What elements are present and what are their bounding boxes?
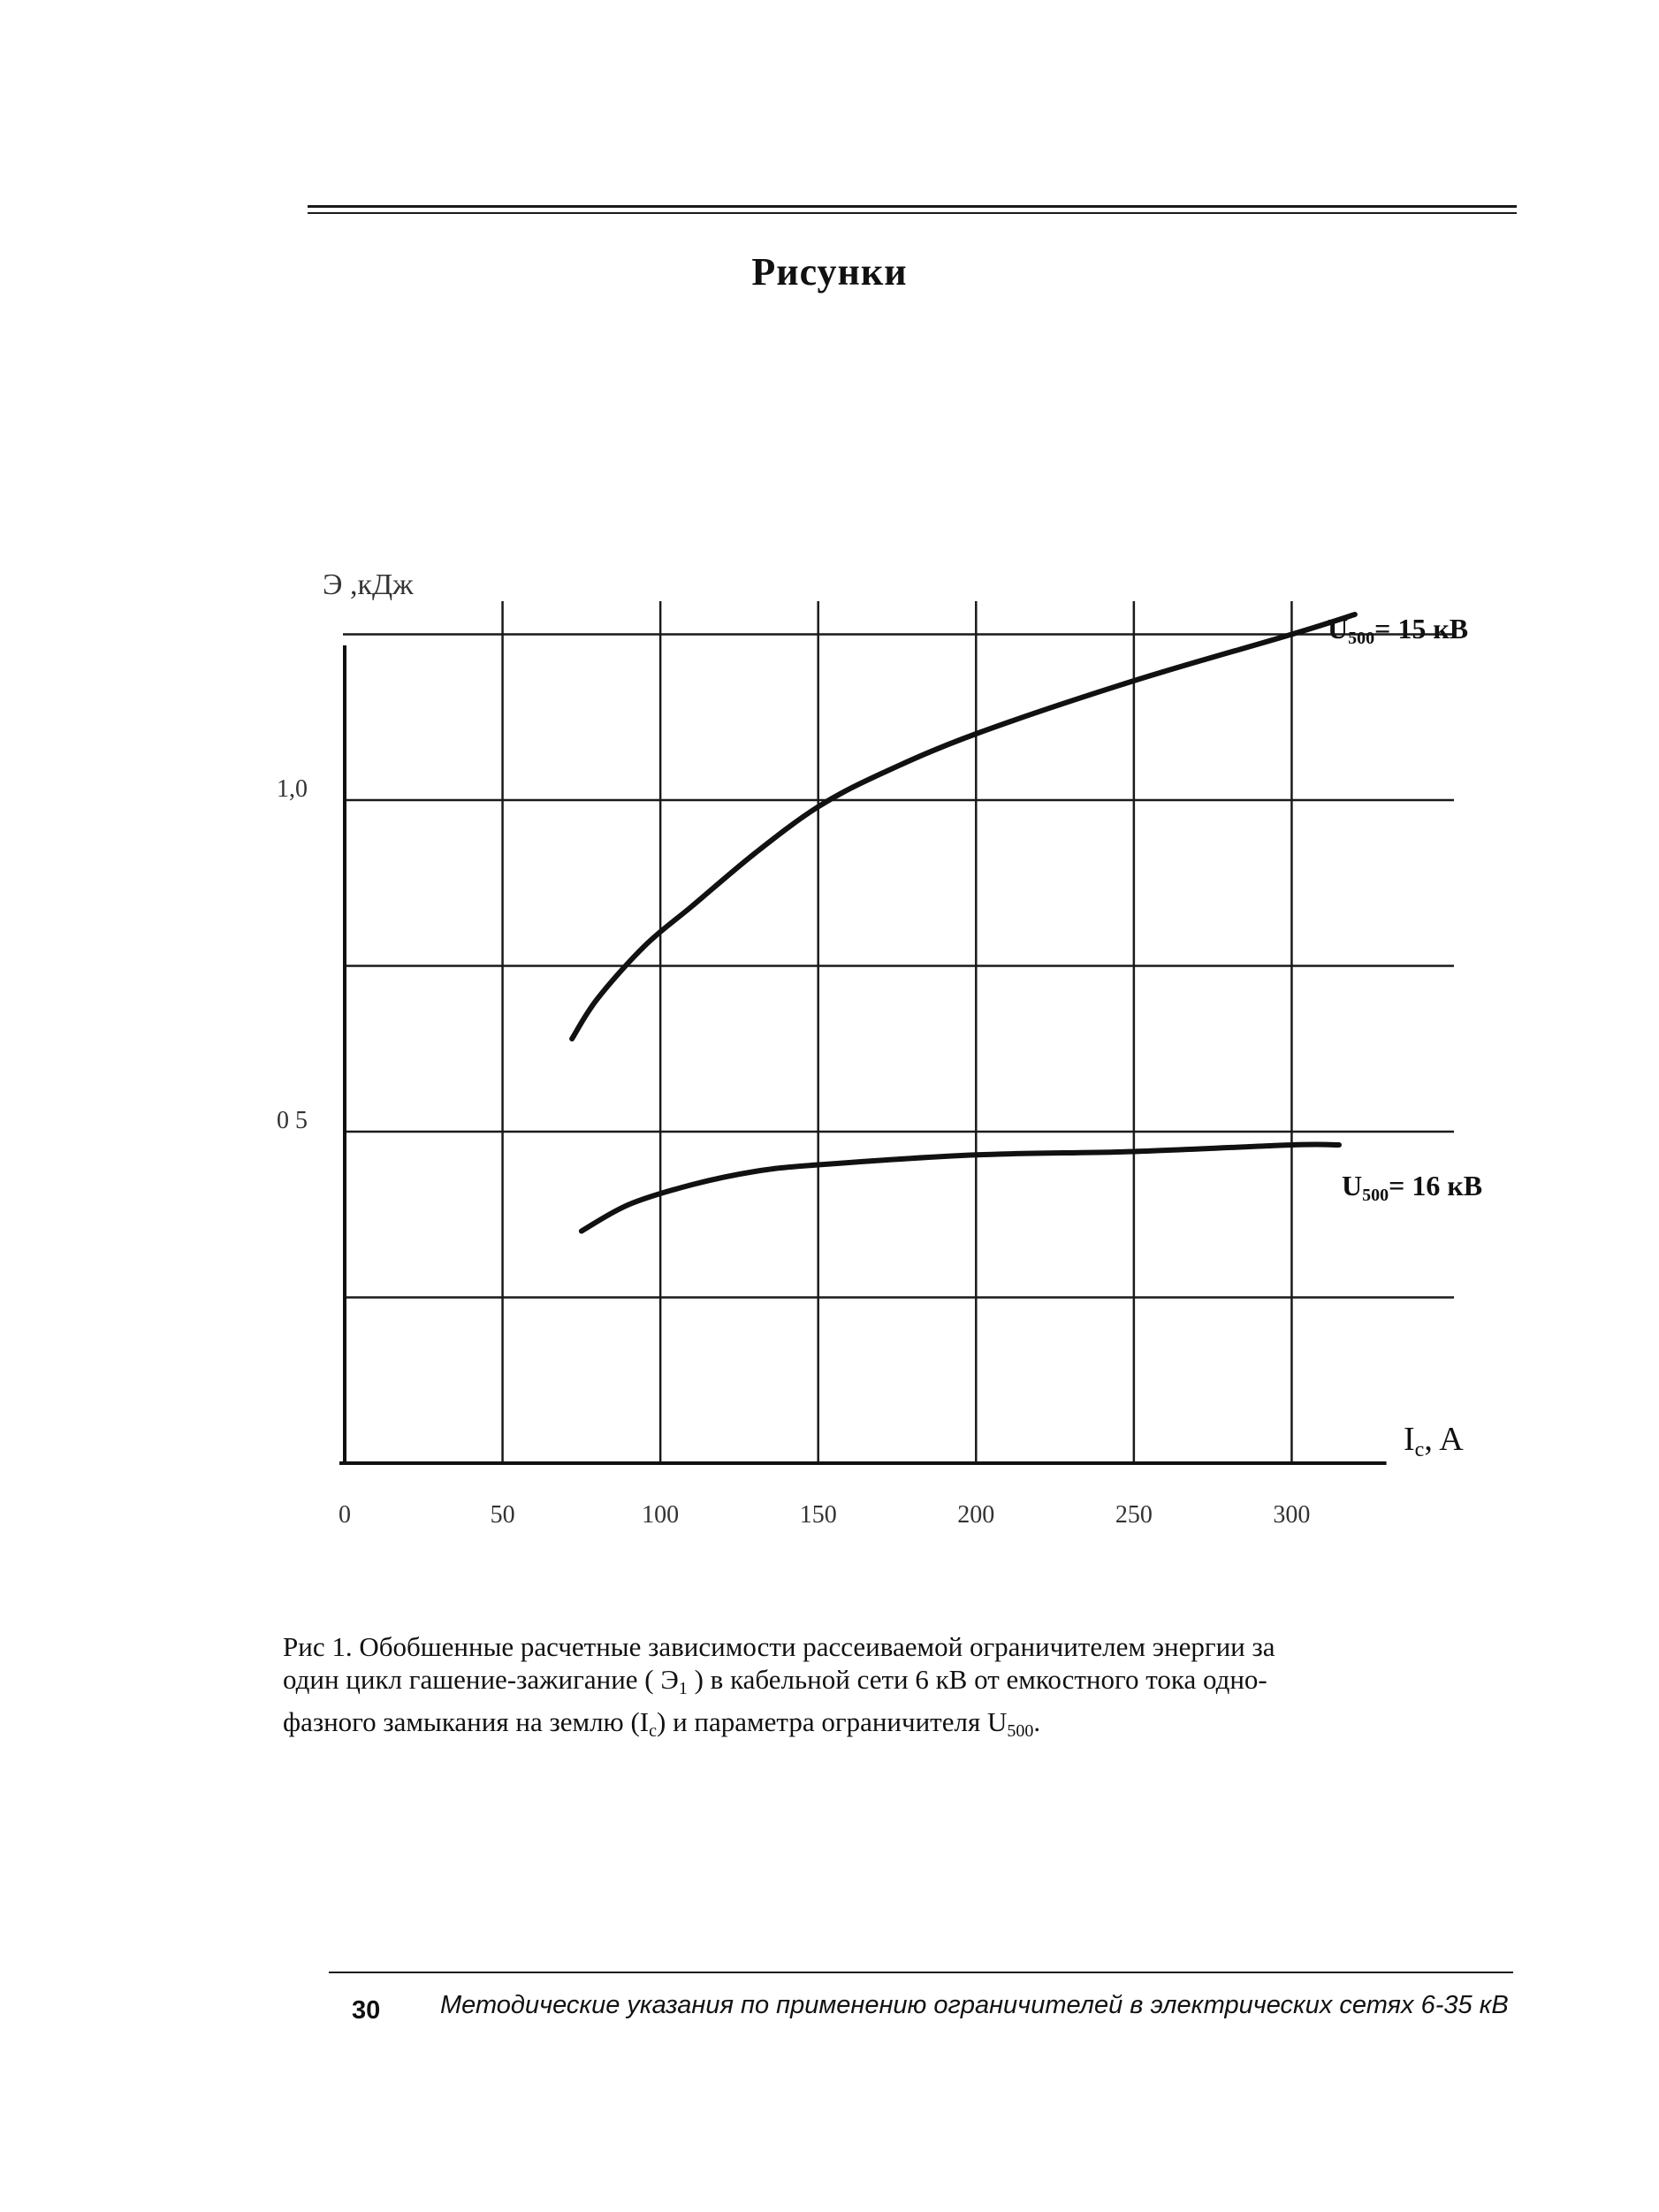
y-tick-label-1: 1,0	[277, 775, 308, 803]
x-tick-label-0: 0	[339, 1501, 351, 1529]
caption-line-1: Рис 1. Обобшенные расчетные зависимости рассеиваемой ограничителем энергии за	[283, 1631, 1275, 1662]
y-tick-label-0: 0 5	[277, 1107, 308, 1134]
series-label-1: U500= 16 кВ	[1342, 1170, 1483, 1205]
series-line-0	[572, 614, 1355, 1039]
footer-rule	[329, 1972, 1513, 1973]
page-number: 30	[352, 1996, 381, 2025]
running-title: Методические указания по применению ограничителей в электрических сетях 6-35 кВ	[440, 1991, 1509, 2019]
y-axis-label: Э ,кДж	[323, 568, 414, 601]
page-title: Рисунки	[751, 250, 908, 294]
caption-line-2: один цикл гашение-зажигание ( $Э_1$ ) в кабельной сети 6 кВ от емкостного тока одно-	[283, 1664, 1267, 1698]
series-label-0: U500= 15 кВ	[1328, 613, 1469, 648]
x-tick-label-3: 150	[799, 1501, 837, 1529]
x-tick-label-6: 300	[1273, 1501, 1311, 1529]
x-tick-label-2: 100	[642, 1501, 680, 1529]
caption-line-3: фазного замыкания на землю $(I_с)$ и параметра ограничителя $U_{500}$.	[283, 1706, 1041, 1741]
x-tick-label-5: 250	[1115, 1501, 1153, 1529]
x-tick-label-1: 50	[490, 1501, 515, 1529]
series-line-1	[582, 1144, 1339, 1231]
x-tick-label-4: 200	[957, 1501, 995, 1529]
figure-caption	[283, 1630, 1432, 1748]
x-axis-label: Ic, A	[1404, 1421, 1464, 1461]
